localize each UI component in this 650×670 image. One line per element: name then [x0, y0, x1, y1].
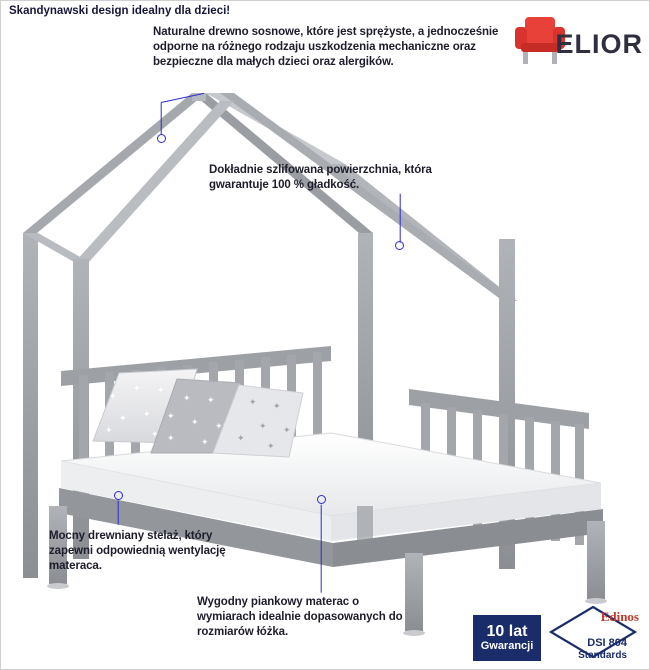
callout-dot-frame [114, 491, 123, 500]
callout-line-mattress [320, 505, 321, 593]
svg-text:✦: ✦ [167, 433, 175, 443]
svg-text:✦: ✦ [167, 411, 175, 421]
svg-text:✦: ✦ [283, 425, 291, 435]
callout-line-surface [399, 194, 400, 243]
callout-dot-wood [157, 134, 166, 143]
svg-text:✦: ✦ [105, 425, 113, 435]
certificate-name: Edinos [600, 609, 639, 624]
svg-text:✦: ✦ [249, 397, 257, 407]
svg-text:✦: ✦ [259, 421, 267, 431]
svg-text:✦: ✦ [237, 433, 245, 443]
svg-text:✦: ✦ [157, 385, 165, 395]
svg-text:✦: ✦ [151, 429, 159, 439]
annotation-surface-text: Dokładnie szlifowana powierzchnia, która gwarantuje 100 % gładkość. [209, 164, 432, 192]
annotation-mattress-text: Wygodny piankowy materac o wymiarach idealnie dopasowanych do rozmiarów łóżka. [197, 596, 403, 639]
callout-line-wood [160, 103, 161, 135]
svg-text:✦: ✦ [215, 421, 223, 431]
annotation-wood-text: Naturalne drewno sosnowe, które jest sprężyste, a jednocześnie odporne na różnego rodzaju uszkodzenia mechaniczne oraz bezpieczne dla małych dzieci oraz alergików. [153, 26, 499, 69]
svg-text:✦: ✦ [267, 441, 275, 451]
svg-text:✦: ✦ [207, 395, 215, 405]
svg-text:✦: ✦ [109, 391, 117, 401]
svg-text:✦: ✦ [201, 437, 209, 447]
svg-text:✦: ✦ [191, 417, 199, 427]
callout-dot-mattress [317, 495, 326, 504]
svg-text:✦: ✦ [143, 409, 151, 419]
svg-text:✦: ✦ [133, 383, 141, 393]
warranty-badge [473, 615, 541, 661]
annotation-frame-text: Mocny drewniany stelaż, który zapewni odpowiednią wentylację materaca. [49, 530, 226, 573]
svg-text:✦: ✦ [273, 401, 281, 411]
warranty-label: Gwarancji [480, 639, 534, 652]
callout-line-frame [117, 501, 118, 525]
svg-text:✦: ✦ [183, 393, 191, 403]
certificate-code: DSI 804 [587, 637, 627, 649]
svg-text:✦: ✦ [119, 413, 127, 423]
certificate-label: Standards [578, 650, 627, 661]
warranty-years: 10 lat [486, 622, 528, 640]
brand-name: ELIOR [555, 29, 643, 59]
page-title: Skandynawski design idealny dla dzieci! [9, 5, 231, 17]
